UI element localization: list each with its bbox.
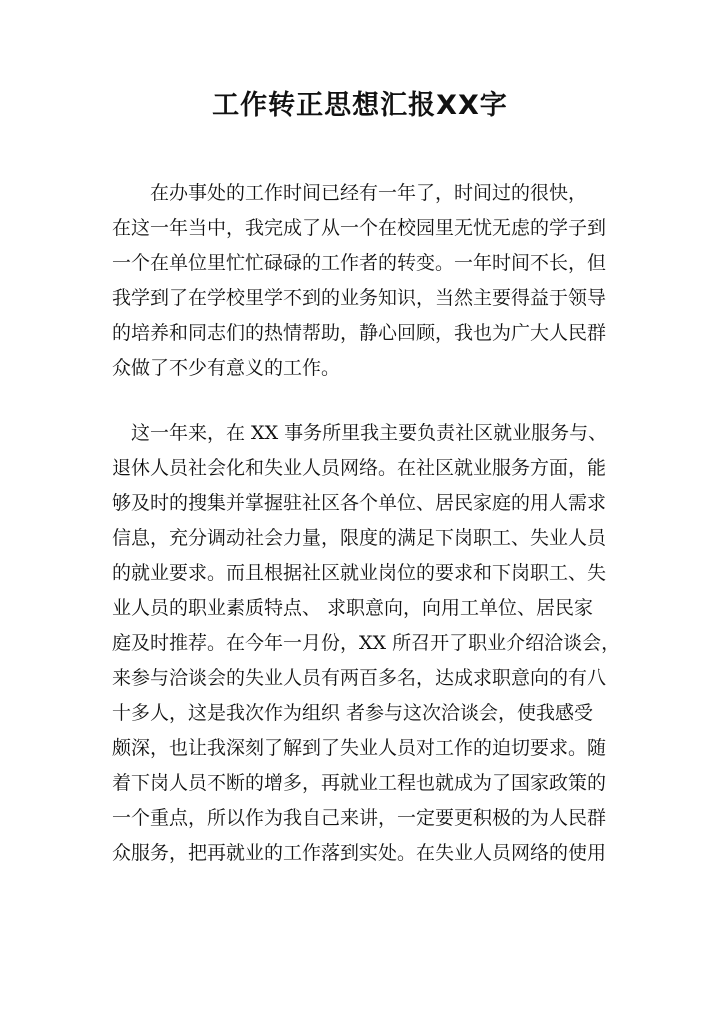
document-title: 工作转正思想汇报XX字 xyxy=(212,90,508,121)
text-line: 这一年来，在 XX 事务所里我主要负责社区就业服务与、 xyxy=(112,422,608,444)
text-line: 众做了不少有意义的工作。 xyxy=(112,357,341,379)
text-line: 信息，充分调动社会力量，限度的满足下岗职工、失业人员 xyxy=(112,527,607,549)
text-line: 庭及时推荐。在今年一月份，XX 所召开了职业介绍洽谈会， xyxy=(112,632,621,654)
text-line: 来参与洽谈会的失业人员有两百多名，达成求职意向的有八 xyxy=(112,667,607,689)
text-line: 颇深，也让我深刻了解到了失业人员对工作的迫切要求。随 xyxy=(112,737,607,759)
text-line: 众服务，把再就业的工作落到实处。在失业人员网络的使用 xyxy=(112,842,607,864)
paragraph-1 xyxy=(112,176,612,386)
text-line: 一个在单位里忙忙碌碌的工作者的转变。一年时间不长，但 xyxy=(112,252,607,274)
text-line: 十多人，这是我次作为组织 者参与这次洽谈会，使我感受 xyxy=(112,702,594,724)
text-line: 业人员的职业素质特点、 求职意向，向用工单位、居民家 xyxy=(112,597,594,619)
text-line: 够及时的搜集并掌握驻社区各个单位、居民家庭的用人需求 xyxy=(112,492,607,514)
text-line: 退休人员社会化和失业人员网络。在社区就业服务方面，能 xyxy=(112,457,607,479)
text-line: 在这一年当中，我完成了从一个在校园里无忧无虑的学子到 xyxy=(112,217,607,239)
text-line: 着下岗人员不断的增多，再就业工程也就成为了国家政策的 xyxy=(112,772,607,794)
text-line: 我学到了在学校里学不到的业务知识，当然主要得益于领导 xyxy=(112,287,607,309)
text-line: 一个重点，所以作为我自己来讲，一定要更积极的为人民群 xyxy=(112,807,607,829)
text-line: 在办事处的工作时间已经有一年了，时间过的很快， xyxy=(112,182,588,204)
text-line: 的培养和同志们的热情帮助，静心回顾，我也为广大人民群 xyxy=(112,322,607,344)
paragraph-2 xyxy=(112,416,621,871)
text-line: 的就业要求。而且根据社区就业岗位的要求和下岗职工、失 xyxy=(112,562,607,584)
